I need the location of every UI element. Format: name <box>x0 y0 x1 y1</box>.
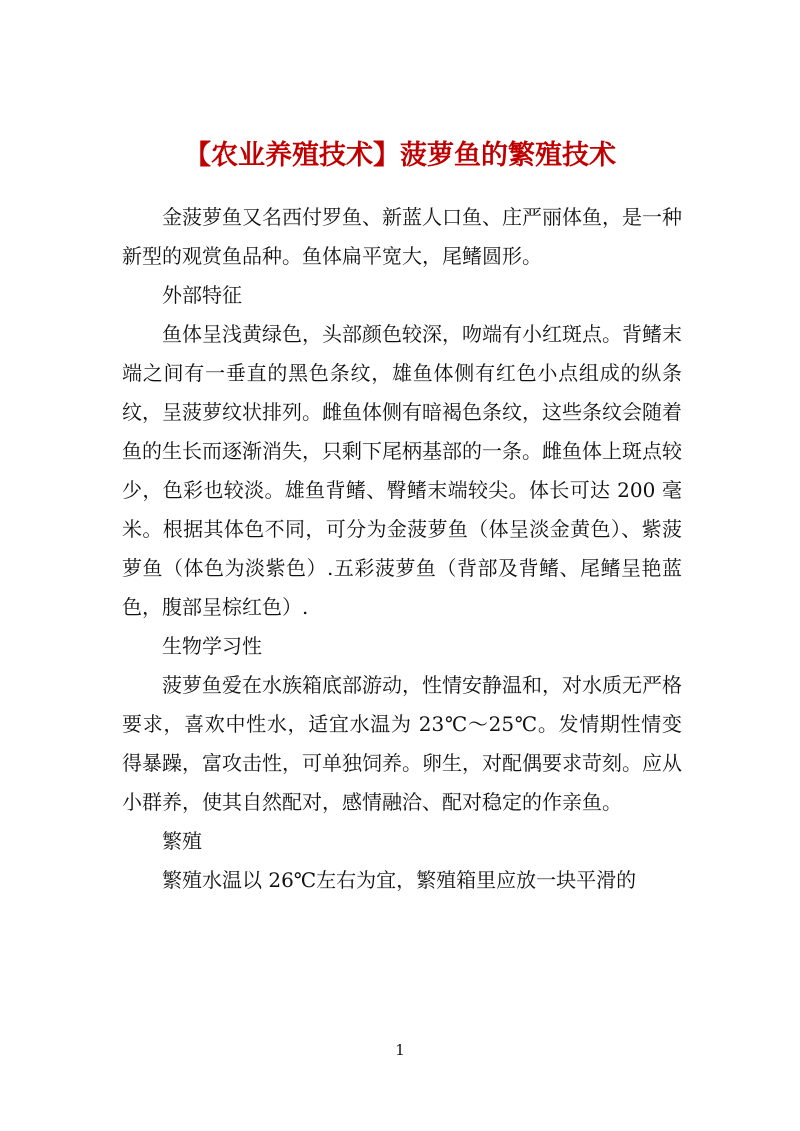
breeding-paragraph: 繁殖水温以 26℃左右为宜，繁殖箱里应放一块平滑的 <box>162 868 637 892</box>
external-features-paragraph: 鱼体呈浅黄绿色，头部颜色较深，吻端有小红斑点。背鳍末端之间有一垂直的黑色条纹，雄鱼体侧有红色小点组成的纵条纹，呈菠萝纹状排列。雌鱼体侧有暗褐色条纹，这些条纹会随着鱼的生长而逐渐消失，只剩下尾柄基部的一条。雌鱼体上斑点较少，色彩也较淡。雄鱼背鳍、臀鳍末端较尖。体长可达 200 毫米。根据其体色不同，可分为金菠萝鱼（体呈淡金黄色）、紫菠萝鱼（体色为淡紫色）.五彩菠萝鱼（背部及背鳍、尾鳍呈艳蓝色，腹部呈棕红色）. <box>122 322 682 619</box>
page-number: 1 <box>395 1041 405 1059</box>
section-heading-biological-habits: 生物学习性 <box>162 634 262 658</box>
biological-habits-paragraph: 菠萝鱼爱在水族箱底部游动，性情安静温和，对水质无严格要求，喜欢中性水，适宜水温为 23℃～25℃。发情期性情变得暴躁，富攻击性，可单独饲养。卵生，对配偶要求苛刻。应从小群养，使其自然配对，感情融洽、配对稳定的作亲鱼。 <box>122 673 682 814</box>
intro-paragraph: 金菠萝鱼又名西付罗鱼、新蓝人口鱼、庄严丽体鱼，是一种新型的观赏鱼品种。鱼体扁平宽大，尾鳍圆形。 <box>122 205 682 268</box>
section-heading-breeding: 繁殖 <box>162 829 202 853</box>
section-heading-external-features: 外部特征 <box>162 283 242 307</box>
document-title: 【农业养殖技术】菠萝鱼的繁殖技术 <box>184 140 616 171</box>
document-body <box>122 198 682 900</box>
